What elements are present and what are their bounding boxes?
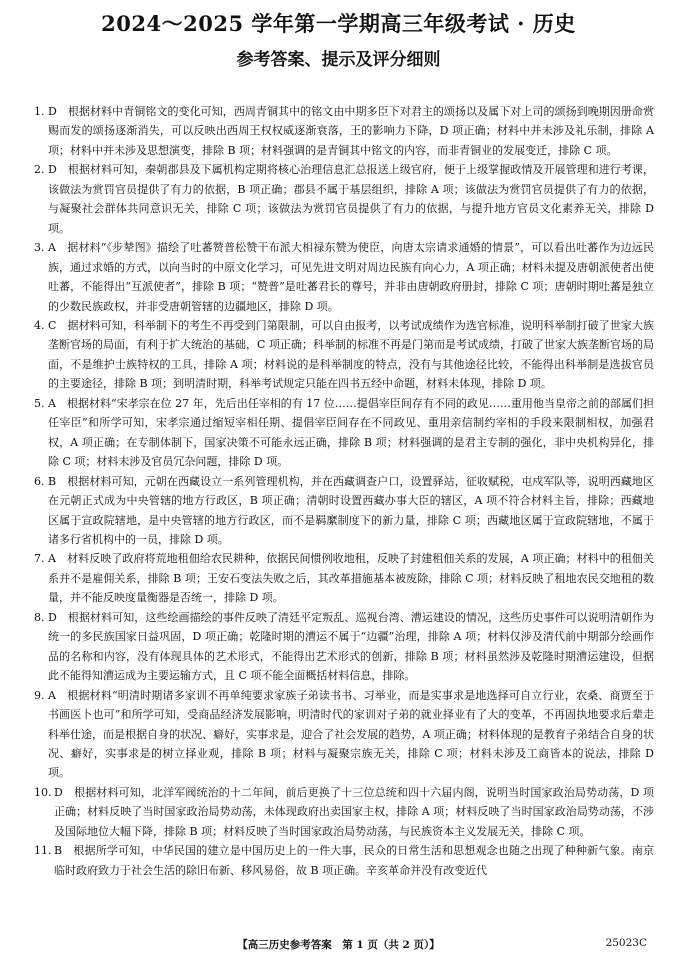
answer-text: D 根据材料可知，秦朝郡县及下属机构定期将核心治理信息汇总报送上级官府，便于上级掌握政情及开展管理和进行考课，该做法为赏罚官员提供了有力的依据，B 项正确；郡县不属于基层组织，排除 A 项；该做法为赏罚官员提供了有力的依据，与凝聚社会群体共同意识无关，排除 C 项；该做法为赏罚官员提供了有力的依据，与提升地方官员文化素养无关，排除 D 项。 [48,163,654,235]
answer-text: A 据材料“《步辇图》描绘了吐蕃赞普松赞干布派大相禄东赞为使臣，向唐太宗请求通婚的情景”，可以看出吐蕃作为边远民族，通过求婚的方式，以向当时的中原文化学习，可见先进文明对周边民族有向心力，A 项正确；材料未提及唐朝派使者出使吐蕃，不能得出“互派使者”，排除 B 项；“赞普”是吐蕃君长的尊号，并非由唐朝政府册封，排除 C 项；唐朝时期吐蕃是独立的少数民族政权，并非受唐朝管辖的边疆地区，排除 D 项。 [48,241,654,313]
answer-number: 4. [34,318,45,332]
answer-number: 5. [34,396,45,410]
answer-number: 7. [34,552,45,566]
answer-number: 10. [34,785,52,799]
answer-item-7 [34,549,654,607]
answer-item-2 [34,160,654,238]
answer-number: 6. [34,474,45,488]
answer-list [34,102,654,880]
answer-text: D 根据材料可知，北洋军阀统治的十二年间，前后更换了十三位总统和四十六届内阁，说明当时国家政治局势动荡，D 项正确；材料反映了当时国家政治局势动荡，未体现政府出卖国家主权，排除 A 项；材料反映了当时国家政治局势动荡，不涉及国际地位大幅下降，排除 B 项；材料反映了当时国家政治局势动荡，与民族资本主义发展无关，排除 C 项。 [54,785,654,838]
answer-text: D 根据材料可知，这些绘画描绘的事件反映了清廷平定叛乱、巡视台湾、漕运建设的情况，这些历史事件可以说明清朝作为统一的多民族国家日益巩固，D 项正确；乾隆时期的漕运不属于“边疆”治理，排除 A 项；材料仅涉及清代前中期部分绘画作品的名称和内容，没有体现具体的艺术形式，不能得出艺术形式的创新，排除 B 项；材料虽然涉及乾隆时期漕运建设，但据此不能得知漕运成为主要运输方式，且 C 项不能全面概括材料信息，排除。 [48,610,654,683]
answer-number: 8. [34,610,45,624]
answer-text: B 根据所学可知，中华民国的建立是中国历史上的一件大事，民众的日常生活和思想观念也随之出现了种种新气象。南京临时政府致力于社会生活的除旧布新、移风易俗，故 B 项正确。辛亥革命并没有改变近代 [54,844,654,877]
answer-item-3 [34,238,654,316]
answer-text: D 根据材料中青铜铭文的变化可知，西周青铜其中的铭文由中期多臣下对君主的颂扬以及属下对上司的颂扬到晚期因册命赏赐而发的颂扬逐渐消失，可以反映出西周王权权威逐渐衰落，王的影响力下降，D 项正确；材料中并未涉及礼乐制，排除 A 项；材料中并未涉及思想演变，排除 B 项；材料强调的是青铜其中铭文的内容，而非青铜业的发展变迁，排除 C 项。 [48,105,654,157]
answer-item-10 [34,783,654,841]
page-subtitle: 参考答案、提示及评分细则 [236,50,441,70]
page-footer [0,937,677,955]
footer-page-label: 【高三历史参考答案 第 1 页（共 2 页）】 [237,939,440,951]
answer-number: 1. [34,105,45,118]
footer-code: 25023C [605,937,647,949]
answer-item-6 [34,472,654,550]
answer-text: A 根据材料“明清时期诸多家训不再单纯要求家族子弟读书书、习举业，而是实事求是地选择可自立行业，农桑、商贾至于书画医卜也可”和所学可知，受商品经济发展影响，明清时代的家训对子弟的就业择业有了大的变革，不再固执地要求后辈走科举仕途，而是根据自身的状况、癖好，实事求是，迎合了社会发展的趋势，A 项正确；材料体现的是教育子弟结合自身的状况、癖好，实事求是的树立择业观，排除 B 项；材料与凝聚宗族无关，排除 C 项；材料未涉及工商皆本的说法，排除 D 项。 [48,688,654,780]
answer-number: 3. [34,241,45,255]
answer-item-4 [34,316,654,394]
page-title: 2024～2025 学年第一学期高三年级考试 · 历史 [101,11,576,36]
answer-item-1 [34,102,654,160]
answer-text: B 根据材料可知，元朝在西藏设立一系列管理机构，并在西藏调查户口，设置驿站，征收赋税，屯戍军队等，说明西藏地区在元朝正式成为中央管辖的地方行政区，B 项正确；清朝时设置西藏办事大臣的辖区，A 项不符合材料主旨，排除；西藏地区属于宣政院辖地，是中央管辖的地方行政区，而不是羁縻制度下的新力量，排除 C 项；西藏地区属于宣政院辖地，不属于诸多行省机构中的一员，排除 D 项。 [48,474,654,546]
answer-item-8 [34,608,654,686]
answer-number: 2. [34,163,45,177]
answer-text: A 根据材料“宋孝宗在位 27 年，先后出任宰相的有 17 位……提倡宰臣间存有不同的政见……重用他当皇帝之前的部属们担任宰臣”和所学可知，宋孝宗通过缩短宰相任期、提倡宰臣间存在不同政见、重用亲信制约宰相的手段来限制相权，加强君权，A 项正确；在专制体制下，国家决策不可能永远正确，排除 B 项；材料强调的是君主专制的强化，非中央机构异化，排除 C 项；材料未涉及官员冗杂问题，排除 D 项。 [48,396,654,469]
answer-item-5 [34,394,654,472]
answer-number: 11. [34,844,52,858]
answer-text: A 材料反映了政府将荒地租佃给农民耕种，依据民间惯例收地租，反映了封建租佃关系的发展，A 项正确；材料中的租佃关系并不是雇佣关系，排除 B 项；王安石变法失败之后，其改革措施基本被废除，排除 C 项；材料反映了租地农民交地租的数量，并不能反映度量衡器是否统一，排除 D 项。 [48,552,654,605]
answer-item-9 [34,686,654,783]
answer-item-11 [34,841,654,880]
answer-number: 9. [34,688,45,702]
answer-text: C 据材料可知，科举制下的考生不再受到门第限制，可以自由报考，以考试成绩作为选官标准，说明科举制打破了世家大族垄断官场的局面，有利于扩大统治的基础，C 项正确；科举制的标准不再是门第而是考试成绩，打破了世家大族垄断官场的局面，不是维护士族特权的工具，排除 A 项；材料说的是科举制度的特点，没有与其他途径比较，不能得出科举制是选拔官员的主要途径，排除 B 项；到明清时期，科举考试规定只能在四书五经中命题，材料未体现，排除 D 项。 [48,318,654,391]
